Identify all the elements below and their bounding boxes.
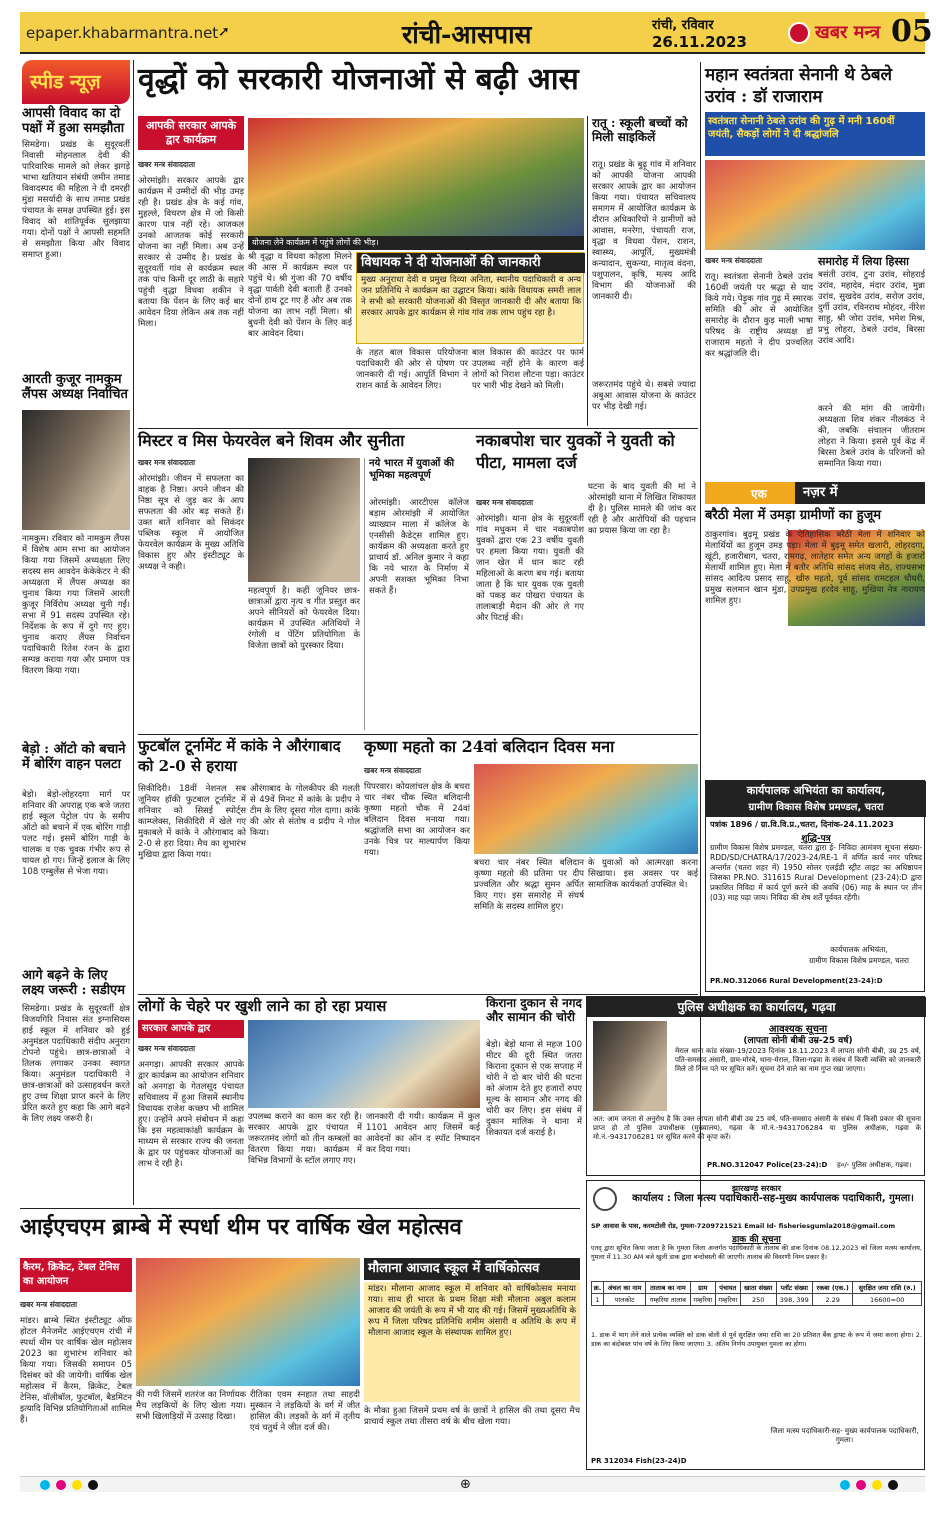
nazar-label: नज़र में	[795, 482, 925, 504]
table-header-cell: रकबा (एक.)	[813, 1282, 853, 1294]
cursor-icon: ➚	[218, 24, 230, 40]
notice-gumla-contact: SP आवास के पास, करमटोली रोड, गुमला-7209721521 Email Id- fisheriesgumla2018@gmail.com	[591, 1222, 896, 1230]
table-header-cell: ग्राम	[690, 1282, 715, 1294]
color-swatch-cyan-2	[840, 1480, 850, 1490]
issue-date: 26.11.2023	[652, 33, 747, 51]
football-title: फुटबॉल टूर्नामेंट में कांके ने औरंगाबाद को 2-0 से हराया	[138, 737, 341, 775]
table-header-cell: अंचल का नाम	[603, 1282, 645, 1294]
notice-chatra-pr: PR.NO.312066 Rural Development(23-24):D	[710, 977, 883, 985]
thebley-side-body: बसंती उरांव, टुना उरांव, सोहराई उरांव, महादेव, मंदार उरांव, मुन्ना उरांव, सुखदेव उरांव, सरोज उरांव, दुर्गी उरांव, रविनराथ मोहंदर, नीरेश साहू, श्री जोरा उरांव, भमेश मिश्र, प्रभु लोहरा, ठेबले उरांव, बिरसा उरांव आदि।	[818, 270, 925, 346]
lead-col4: बाल विकास की काउंटर पर फार्म उपलब्ध नहीं होने के कारण कई लोगों को निराश लौटना पड़ा। काउंटर पर भारी भीड़ देखने को मिली।	[472, 348, 584, 391]
color-swatch-black-2	[888, 1480, 898, 1490]
ek-label: एक	[751, 487, 767, 501]
aihm-top-rule	[20, 1208, 580, 1209]
footer-bar	[20, 1476, 925, 1492]
notice-gumla-header: झारखण्ड सरकार	[732, 1184, 781, 1193]
farewell-top-rule	[138, 428, 698, 429]
table-cell: 2.29	[813, 1294, 853, 1306]
notice-chatra	[705, 780, 925, 992]
brand-name: खबर मन्त्र	[815, 22, 881, 43]
color-swatch-cyan	[40, 1480, 50, 1490]
color-swatch-yellow	[72, 1480, 82, 1490]
lead-col2: श्री वृद्धा व विधवा कोहला मिलने की आस में कार्यक्रम स्थल पर पहुंचे थे। श्री गुंजा की 70 वर्षीय वृद्धा पार्वती देवी बताती हैं उनको दोनों हाथ टूट गए हैं और अब तक योजना का लाभ नहीं मिला। श्री बुधनी देवी को पेंशन के लिए कई बार आवेदन दिया।	[248, 252, 352, 339]
smiles-body3: जानकारी दी गयी। कार्यक्रम में कुल 1101 आवेदन आए जिसमें कई आवेदनों का ऑन द स्पॉट निष्पादन कर दिया गया।	[366, 1112, 480, 1155]
farewell-side-body: ओरमांझी। आरटीएस कॉलेज बड़ाम ओरमांझी में आयोजित व्याख्यान माला में कॉलेज के एनसीसी कैडेट्स शामिल हुए। कार्यक्रम की अध्यक्षता करते हुए प्राचार्य डॉ. अनिल कुमार ने कहा कि नये भारत के निर्माण में अपनी सशक्त भूमिका निभा सकते हैं।	[369, 498, 469, 596]
thebley-side-title: समारोह में लिया हिस्सा	[818, 255, 910, 268]
naka-body: ओरमांझी। थाना क्षेत्र के सुदूरवर्ती गांव मधुकम में चार नकाबपोश युवकों द्वारा एक 23 वर्षीय युवती पर हमला किया गया। युवती की जान खेत में धान काट रही महिलाओं के करण बच गई। बताया जाता है कि चार युवक एक युवती को पकड़ कर पोखरा पंचायत के तालाबाड़ी मैदान की ओर ले गए और पिटाई की।	[476, 514, 584, 623]
smiles-top-rule	[138, 994, 698, 995]
krishna-byline: खबर मन्त्र संवाददाता	[364, 766, 422, 775]
lead-tag: आपकी सरकार आपके द्वार कार्यक्रम	[138, 116, 244, 150]
table-cell: गम्हरिया तालाब	[646, 1294, 691, 1306]
football-top-rule	[138, 734, 698, 735]
site-url[interactable]: epaper.khabarmantra.net	[26, 24, 219, 42]
thebley-body: रातू। स्वतंत्रता सेनानी ठेबले उरांव 160वीं जयंती पर श्रद्धा से याद किये गये। पेड़ुक गांव गुढ़ में स्मारक समिति की ओर से आयोजित समारोह के दौरान कुड़ माली भाषा परिषद के राष्ट्रीय अध्यक्ष डॉ राजाराम महतो ने दीप प्रज्वलित कर श्रद्धांजलि दी।	[705, 272, 813, 359]
notice-chatra-header	[706, 781, 926, 817]
smiles-tag: सरकार आपके द्वार	[138, 1020, 244, 1038]
notice-gumla-sign: जिला मत्स्य पदाधिकारी-सह- मुख्य कार्यपालक पदाधिकारी, गुमला।	[770, 1427, 919, 1444]
notice-gumla-body: एतद् द्वारा सूचित किया जाता है कि गुमला जिला अन्तर्गत पदाधिकारी के तालाब की डाक दिनांक 08.12.2023 को जिला मत्स्य कार्यालय, गुमला में 11.30 AM बजे खुली डाक द्वारा बन्दोबस्ती की जाएगी। तालाब की विवरणी निम्न प्रकार है।	[591, 1244, 922, 1261]
school-title: मौलाना आजाद स्कूल में वार्षिकोत्सव	[364, 1258, 580, 1280]
aihm-body: मांडर। ब्राम्बे स्थित इंस्टीट्यूट ऑफ होटल मैनेजमेंट आईएचएम रांची में स्पर्धा थीम पर वार्षिक खेल महोत्सव 2023 का शुभारंभ शनिवार को किया गया। जिसकी समापन 05 दिसंबर को की जायेगी। वार्षिक खेल महोत्सव में कैरम, क्रिकेट, टेबल टेनिस, वॉलीबॉल, फुटबॉल, बैडमिंटन इत्यादि विभिन्न प्रतियोगिताओं शामिल हैं।	[20, 1316, 132, 1425]
football-body: सिकीदिरी। 18वीं नेशनल सब जूनियर हॉकी फुटबाल टूर्नामेंट में शनिवार को सिसई स्पोर्ट्स काम्प्लेक्स, सिकीदिरी में खेले गए मुकाबले में कांके ने औरंगाबाद को 2-0 से हरा दिया। मैच का शुभारंभ मुखिया द्वारा किया गया।	[138, 784, 246, 860]
story-auto-title: बेड़ो : ऑटो को बचाने में बोरिंग वाहन पलटा	[22, 742, 126, 772]
lead-headline: वृद्धों को सरकारी योजनाओं से बढ़ी आस	[138, 62, 579, 97]
thebley-banner: स्वतंत्रता सेनानी ठेबले उरांव की गुढ़ में मनी 160वीं जयंती, सैकड़ों लोगों ने दी श्रद्धांजलि	[705, 112, 925, 156]
notice-gumla-sub: डाक की सूचना	[732, 1235, 781, 1245]
ek-nazar-header	[705, 482, 925, 504]
color-swatch-magenta-2	[856, 1480, 866, 1490]
aihm-title: आईएचएम ब्राम्बे में स्पर्धा थीम पर वार्षिक खेल महोत्सव	[20, 1214, 462, 1240]
farewell-body: ओरमांझी। जीवन में सफलता का वाहक है निष्ठा। अपने जीवन की निष्ठा सूत्र से जुड़ कर के आप सफलता की ओर बढ़ सकते हैं। उक्त बातें शनिवार को सिकंदर पब्लिक स्कूल में आयोजित फेयरवेल कार्यक्रम के मुख्य अतिथि विकास हुए और इंस्टीट्यूट के अध्यक्ष ने कही।	[138, 474, 244, 572]
smiles-byline: खबर मन्त्र संवाददाता	[138, 1044, 196, 1053]
notice-chatra-ref: पत्रांक 1896 / ग्रा.वि.वि.प्र.,चतरा, दिनांक-24.11.2023	[710, 820, 894, 829]
story-goal-title: आगे बढ़ने के लिए लक्ष्य जरूरी : सडीएम	[22, 968, 126, 998]
notice-gumla-table	[591, 1281, 922, 1306]
thebley-byline: खबर मन्त्र संवाददाता	[705, 256, 763, 265]
color-swatch-yellow-2	[872, 1480, 882, 1490]
table-header-cell: तालाब का नाम	[646, 1282, 691, 1294]
lamps-photo	[22, 410, 130, 530]
farewell-side-box	[364, 458, 470, 730]
notice-chatra-title1: कार्यपालक अभियंता का कार्यालय,	[746, 784, 886, 797]
notice-police-body: मेराल थाना कांड संख्या-19/2023 दिनांक 18.11.2023 में लापता सोनी बीबी, उम्र 25 वर्ष, पति-समसाद अंसारी, ग्राम-मोरबे, थाना-मेराल, जिला-गढ़वा के संबंध में किसी व्यक्ति को जानकारी मिले तो निम्न पते पर सूचित करें। सूचना देने वाले का नाम गुप्त रखा जाएगा।	[675, 1047, 921, 1073]
lead-photo-caption: योजना लेने कार्यक्रम में पहुंचे लोगों की भीड़।	[248, 236, 584, 250]
story-goal-body: सिमडेगा। प्रखंड के सुदूरवर्ती क्षेत्र विजयगिरि निवास संत इग्नासियस हाई स्कूल में शनिवार को हुई अनुमंडल पदाधिकारी संदीप अनुराग टोपनो पहुंचे। छात्र-छात्राओं ने तिलक लगाकर उनका स्वागत किया। अनुमंडल पदाधिकारी ने छात्र-छात्राओं को उत्साहवर्धन करते हुए उच्च शिक्षा प्राप्त करने के लिए प्रेरित करते हुए कहा कि आगे बढ़ने के लिए लक्ष्य जरूरी है।	[22, 1004, 130, 1124]
table-header-cell: खाता संख्या	[740, 1282, 776, 1294]
ratu-body: रातू। प्रखंड के बुढ़ू गांव में शनिवार को आपकी योजना आपकी सरकार आपके द्वार का आयोजन किया गया। पंचायत सचिवालय समागम में आयोजित कार्यक्रम के दौरान अधिकारियों ने ग्रामीणों को आवास, मनरेगा, पंचायती राज, वृद्धा व विधवा पेंशन, राशन, स्वास्थ्य, आपूर्ति, मुख्यमंत्री कन्यादान, सुकन्या, मातृत्व वंदना, पशुपालन, कृषि, मत्स्य आदि विभाग की योजनाओं की जानकारी दी।	[592, 160, 696, 302]
school-body: मांडर। मौलाना आजाद स्कूल में शनिवार को वार्षिकोत्सव मनाया गया। साथ ही भारत के प्रथम शिक्षा मंत्री मौलाना अबुल कलाम आजाद की जयंती के रूप में भी याद की गई। जिसमें मुख्यअतिथि के रूप में जिला परिषद प्रतिनिधि शमीम अंसारी व अतिथि के रूप में मौलाना आजाद स्कूल के संस्थापक शामिल हुए।	[368, 1284, 576, 1338]
story-dispute-title: आपसी विवाद का दो पक्षों में हुआ समझौता	[22, 106, 125, 136]
table-header-cell: सुरक्षित जमा राशि (रु.)	[853, 1282, 922, 1294]
krishna-title: कृष्णा महतो का 24वां बलिदान दिवस मना	[364, 737, 615, 756]
smiles-photo	[248, 1020, 480, 1108]
aihm-byline: खबर मन्त्र संवाददाता	[20, 1300, 78, 1309]
notice-chatra-sign2: ग्रामीण विकास विशेष प्रमण्डल, चतरा	[809, 956, 909, 965]
speed-news-label: स्पीड न्यूज़	[30, 71, 101, 93]
notice-gumla	[586, 1180, 925, 1470]
table-cell: 250	[740, 1294, 776, 1306]
lead-col3: के तहत बाल विकास परियोजना पदाधिकारी की ओर से पोषण पर जानकारी दी गई। आपूर्ति विभाग ने राशन कार्ड के आवेदन लिए।	[356, 348, 468, 391]
aihm-tag: कैरम, क्रिकेट, टेबल टेनिस का आयोजन	[20, 1258, 132, 1292]
left-col-divider	[133, 60, 134, 1205]
krishna-body: पिपरवार। कोयलांचल क्षेत्र के बचरा चार नंबर चौक स्थित बलिदानी कृष्णा महतो चौक में 24वां बलिदान दिवस मनाया गया। श्रद्धांजलि सभा का आयोजन कर उनके चित्र पर माल्यार्पण किया गया।	[364, 782, 470, 858]
ratu-title: रातू : स्कूली बच्चों को मिली साइकिलें	[592, 116, 688, 144]
notice-police-sign: ह०/- पुलिस अधीक्षक, गढ़वा।	[837, 1161, 912, 1169]
krishna-photo	[474, 764, 698, 854]
lead-photo	[248, 118, 584, 236]
farewell-photo	[248, 458, 360, 582]
page-header	[20, 12, 933, 54]
brand-logo-icon	[788, 22, 810, 44]
table-cell: 398, 399	[776, 1294, 813, 1306]
table-header-cell: पंचायत	[715, 1282, 740, 1294]
notice-gumla-title: कार्यालय : जिला मत्स्य पदाधिकारी-सह-मुख्य कार्यपालक पदाधिकारी, गुमला।	[632, 1193, 914, 1204]
smiles-title: लोगों के चेहरे पर खुशी लाने का हो रहा प्रयास	[138, 997, 387, 1015]
theft-title: किराना दुकान से नगद और सामान की चोरी	[486, 996, 582, 1024]
table-cell: 1	[592, 1294, 604, 1306]
missing-person-photo	[593, 1021, 667, 1111]
table-header-cell: प्लॉट संख्या	[776, 1282, 813, 1294]
farewell-caption: महत्वपूर्ण है। कहीं जूनियर छात्र-छात्राओं द्वारा नृत्य व गीत प्रस्तुत कर अपने सीनियरों को फेयरवेल दिया। कार्यक्रम में उपस्थित अतिथियों ने रंगोली व पेंटिंग प्रतियोगिता के विजेता छात्रों को पुरस्कार दिया।	[248, 586, 360, 651]
ek-nazar-title: बरैठी मेला में उमड़ा ग्रामीणों का हुजूम	[705, 508, 882, 523]
ratu-body2: जरूरतमंद पहुंचे थे। सबसे ज्यादा अबुआ आवास योजना के काउंटर पर भीड़ देखी गई।	[592, 380, 696, 412]
table-cell: गम्हरिया	[715, 1294, 740, 1306]
color-swatch-magenta	[56, 1480, 66, 1490]
aihm-photo	[136, 1258, 360, 1386]
notice-gumla-notes: 1. डाक में भाग लेने वाले प्रत्येक व्यक्ति को डाक बोली से पूर्व सुरक्षित जमा राशि का 20 प्रतिशत बैंक ड्राफ्ट के रूप में जमा करना होगा। 2. डाक का बंदोबस्त पांच वर्ष के लिए किया जाएगा। 3. अंतिम निर्णय उपायुक्त गुमला का होगा।	[591, 1331, 922, 1348]
school-body2: के मौका हुआ जिसमें प्रथम वर्ष के छात्रों ने हासिल की तथा दूसरा मैच प्राचार्य स्कूल तथा तीसरा वर्ष के बीच खेला गया।	[364, 1406, 580, 1427]
smiles-body2: उपलब्ध कराने का काम कर रही है। सरकार आपके द्वार पंचायत में जरूरतमंद लोगों को तीन कम्बलों का वितरण किया गया। कार्यक्रम में विभिन्न विभागों के स्टॉल लगाए गए।	[248, 1112, 362, 1166]
smiles-body: अनगड़ा। आपकी सरकार आपके द्वार कार्यक्रम का आयोजन शनिवार को अनगड़ा के गेतलसूद पंचायत सचिवालय में हुआ जिसमें स्थानीय विधायक राजेश कच्छप भी शामिल हुए। उन्होंने अपने संबोधन में कहा कि इस महत्वाकांक्षी कार्यक्रम के माध्यम से सरकार राज्य की जनता के द्वार पर पहुंचकर योजनाओं का लाभ दे रही है।	[138, 1060, 244, 1169]
school-box	[364, 1282, 580, 1402]
thebley-photo	[705, 160, 925, 250]
farewell-title: मिस्टर व मिस फेयरवेल बने शिवम और सुनीता	[138, 431, 405, 450]
lead-sub-body: मुख्य अनुराधा देवी व प्रमुख दिव्या अनिता, स्थानीय पदाधिकारी व अन्य जन प्रतिनिधि ने कार्यक्रम का उद्घाटन किया। कांके विधायक समरी लाल ने सभी को सरकारी योजनाओं की विस्तृत जानकारी दी और बताया कि सरकार आपके द्वार कार्यक्रम से गांव गांव तक लाभ पहुंच रहा है।	[361, 275, 581, 318]
theft-body: बेड़ो। बेड़ो थाना से महज 100 मीटर की दूरी स्थित जतरा किराना दुकान से एक सप्ताह में चोरी ने दो बार चोरी की घटना को अंजाम देते हुए हजारों रुपए मूल्य के सामान और नगद की चोरी कर लिए। इस संबंध में दुकान मालिक ने थाना में शिकायत दर्ज कराई है।	[486, 1040, 582, 1138]
notice-police-body2: अत: आम जनता से अनुरोध है कि उक्त लापता सोनी बीबी उम्र 25 वर्ष, पति-समसाद अंसारी के संबंध में किसी प्रकार की सूचना प्राप्त हो तो पुलिस उपाधीक्षक (मुख्यालय), गढ़वा के मो.नं.-9431706284 या पुलिस अधीक्षक, गढ़वा के मो.नं.-9431706281 पर सूचित करने की कृपा करें।	[593, 1115, 921, 1141]
notice-police-pr: PR.NO.312047 Police(23-24):D	[707, 1161, 828, 1169]
lead-byline: खबर मन्त्र संवाददाता	[138, 160, 196, 169]
story-lamps-title: आरती कुजूर नामकुम लैंपस अध्यक्ष निर्वाचित	[22, 372, 128, 402]
color-swatch-black	[88, 1480, 98, 1490]
farewell-byline: खबर मन्त्र संवाददाता	[138, 458, 196, 467]
table-cell: गम्हरिया	[690, 1294, 715, 1306]
notice-chatra-sign1: कार्यपालक अभियंता,	[830, 945, 888, 954]
story-auto-body: बेड़ो। बेड़ो-लोहरदगा मार्ग पर शनिवार की अपराह्न एक बजे जतरा हाई स्कूल पेट्रोल पंप के समीप ऑटो को बचाने में एक बोरिंग गाड़ी पलट गई। इसमें बोरिंग गाड़ी के चालक व एक चुवक गंभीर रूप से घायल हो गए। जिन्हें इलाज के लिए 108 एम्बुलेंस से भेजा गया।	[22, 790, 130, 877]
notice-police-title: पुलिस अधीक्षक का कार्यालय, गढ़वा	[587, 997, 926, 1017]
story-lamps-caption: नामकुम। रविवार को नामकुम लैंपस में विशेष आम सभा का आयोजन किया गया जिसमें अध्यक्षता लिए सदस्य सम आवदेन केकेकेटर ने की अध्यक्षता में लैंपस अध्यक्ष का चुनाव किया गया जिसमें आरती कुजूर निर्विरोध अध्यक्ष चुनी गईं। सभा में 91 सदस्य उपस्थित रहे। निर्देशक के रूप में दुगे गए हुए। चुनाव कराए लैंपस निर्वाचन पदाधिकारी रितेश रंजन के द्वारा सम्पन्न कराया गया और प्रमाण पत्र वितरण किया गया।	[22, 534, 130, 676]
ratu-divider	[587, 116, 588, 426]
lead-sub-title: विधायक ने दी योजनाओं की जानकारी	[357, 253, 585, 273]
krishna-body3: के युवाओं को आत्मरक्षा करना सिखाया। इस अवसर पर कई सामाजिक कार्यकर्ता उपस्थित थे।	[588, 858, 698, 890]
thebley-title: महान स्वतंत्रता सेनानी थे ठेबले उरांव : डॉ राजाराम	[705, 65, 893, 107]
football-body2: औरंगाबाद के गोलकीपर की गलती से 49वें मिनट में कांके के प्रदीप ने टीम के लिए दूसरा गोल दागा। कांके की ओर से संतोष व प्रदीप ने गोल किया।	[250, 784, 360, 838]
krishna-body2: बचरा चार नंबर स्थित बलिदान कृष्णा महतो की प्रतिमा पर दीप प्रज्वलित और श्रद्धा सुमन अर्पित किए गए। इस समारोह में संघर्ष समिति के सदस्य शामिल हुए।	[474, 858, 584, 912]
notice-police	[586, 996, 925, 1176]
thebley-body2: करने की मांग की जायेगी। अध्यक्षता शिव शंकर नीलकंठ ने की, जबकि संचालन जीतराम लोहरा ने किया। इससे पूर्व केंद्र में बिरसा ठेबले उरांव के परिजनों को सम्मानित किया गया।	[818, 404, 925, 469]
page-number: 05	[891, 14, 933, 49]
notice-chatra-heading: शुद्धि-पत्र	[801, 834, 831, 844]
aihm-body2: की गयी जिसमें शतरंज का निर्णायक मैच लड़कियों के लिए खेला गया। सभी खिलाड़ियों में उत्साह दिखा।	[136, 1390, 246, 1422]
table-cell: पालकोट	[603, 1294, 645, 1306]
story-dispute-body: सिमडेगा। प्रखंड के सुदूरवर्ती निवासी मोहनलाल देवी की पारिवारिक मामले को लेकर झगड़े भाभा खतियान संबंधी जमीन तमाड विवादस्पद की महिला ने दी दमरही मुंडा मसर्यादी के साथ तमाड प्रखंड पंचायत के समक्ष उपस्थित हुई। इस विवाद को शांतिपूर्वक सुलझाया गया। दोनों पक्षों ने आपसी सहमति से समझौता किया और विवाद समाप्त हुआ।	[22, 140, 130, 260]
section-title: रांची-आसपास	[402, 20, 532, 49]
table-header-cell: क्र.	[592, 1282, 604, 1294]
city-day: रांची, रविवार	[652, 18, 714, 33]
speed-news-badge	[22, 60, 130, 104]
naka-title: नकाबपोश चार युवकों ने युवती को पीटा, मामला दर्ज	[476, 431, 675, 472]
notice-police-name: (लापता सोनी बीबी उम्र-25 वर्ष)	[743, 1036, 853, 1046]
notice-police-sub: आवश्यक सूचना	[768, 1024, 828, 1035]
registration-mark-icon: ⊕	[460, 1477, 471, 1492]
naka-body2: घटना के बाद युवती की मां ने ओरमांझी थाना में लिखित शिकायत दी है। पुलिस मामले की जांच कर रही है और आरोपियों की पहचान का प्रयास किया जा रहा है।	[588, 482, 696, 536]
notice-gumla-pr: PR 312034 Fish(23-24)D	[591, 1457, 687, 1465]
lead-subbox	[356, 252, 584, 344]
notice-chatra-title2: ग्रामीण विकास विशेष प्रमण्डल, चतरा	[748, 802, 884, 813]
farewell-side-title: नये भारत में युवाओं की भूमिका महत्वपूर्ण	[369, 458, 455, 481]
naka-byline: खबर मन्त्र संवाददाता	[476, 498, 534, 507]
ek-nazar-body: ठाकुरगांव। बुढ़मू प्रखंड के ऐतिहासिक बरैठी मेला में शनिवार को मेलार्थियों का हुजूम उमड़ पड़ा। मेला में बुढ़मू समेत खलारी, लोहरदगा, खूंटी, हजारीबाग, चतरा, रामगढ़, लातेहार समेत अन्य जगहों के हजारों मेलार्थी शामिल हुए। मेला में बतौर अतिथि सांसद संजय सेठ, राज्यसभा सांसद आदित्य प्रसाद साहू, खीरु महतो, पूर्व सांसद रामटहल चौधरी, प्रमुख सलमान खान मुंडा, उपप्रमुख हरदेव साहू, मुखिया नेत्र नारायण शामिल हुए।	[705, 530, 925, 606]
lead-body: ओरमांझी। सरकार आपके द्वार कार्यक्रम में उम्मीदों की भीड़ उमड़ रही है। प्रखंड क्षेत्र के कई गांव, मुहल्ले, विचरण क्षेत्र में जो किसी कारण पात्र नहीं रहे। आजकल उनको आजतक कोई सरकारी योजना का नहीं मिला। अब उन्हें सरकार से उम्मीद है। प्रखंड के सुदूरवर्ती गांव से कार्यक्रम स्थल तक पांच किमी दूर लाठी के सहारे पहुंची वृद्धा विधवा शकीन ने बताया कि पेंशन के लिए कई बार आवेदन दिया लेकिन अब तक नहीं मिला।	[138, 176, 244, 329]
notice-chatra-body: ग्रामीण विकास विशेष प्रमण्डल, चतरा द्वारा ई- निविदा आमंत्रण सूचना संख्या-RDD/SD/CHATRA/17/2023-24/RE-1 में वर्णित कार्य नगर परिषद अन्तर्गत (चतरा शहर में) 1950 सोलर एलईडी स्ट्रीट लाइट का अधिष्ठापन जिसका PR.NO. 311615 Rural Development (23-24):D द्वारा प्रकाशित निविदा में कार्य पूर्ण करने की अवधि (06) माह के स्थान पर तीन (03) माह पढ़ा जाय। निविदा की शेष शर्तें पूर्ववत रहेंगी।	[710, 843, 922, 902]
table-cell: 16600=00	[853, 1294, 922, 1306]
aihm-body3: रीतिका एवम स्नहात तथा साहदी मुस्कान ने लड़कियों के वर्ग में जीत हासिल की। लड़कों के वर्ग में तृतीय एवं चतुर्थ ने जीत दर्ज की।	[250, 1390, 360, 1433]
